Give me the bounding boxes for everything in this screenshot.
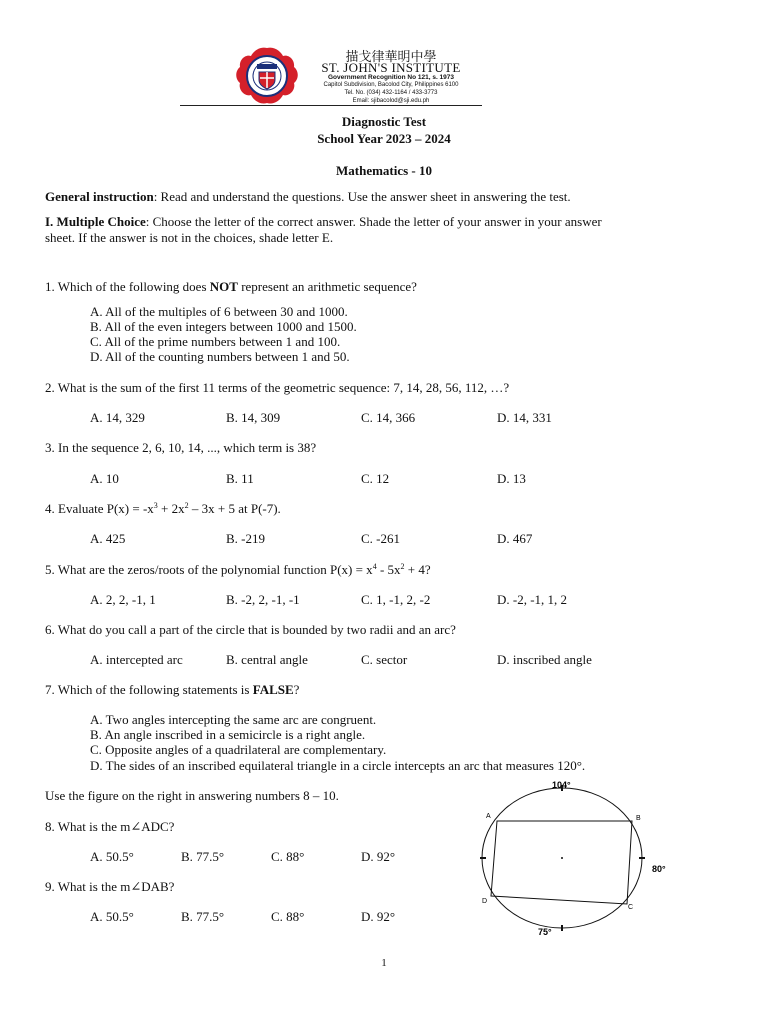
q2-choice-b: B. 14, 309 bbox=[226, 410, 281, 425]
q9-choice-d: D. 92° bbox=[361, 909, 396, 924]
q5-text-pre: 5. What are the zeros/roots of the polynomial function P(x) = x bbox=[45, 562, 373, 577]
q5-exponent-2: 2 bbox=[400, 562, 405, 571]
question-8: 8. What is the m∠ADC? bbox=[45, 819, 175, 834]
section1-instruction bbox=[45, 214, 602, 229]
q5-choice-a: A. 2, 2, -1, 1 bbox=[90, 592, 156, 607]
q1-text-post: represent an arithmetic sequence? bbox=[237, 279, 417, 294]
q1-choice-d: D. All of the counting numbers between 1 and 50. bbox=[90, 349, 350, 364]
q9-choice-c: C. 88° bbox=[271, 909, 305, 924]
vertex-label-b: B bbox=[636, 815, 641, 822]
q7-choice-d: D. The sides of an inscribed equilateral triangle in a circle intercepts an arc that measures 120°. bbox=[90, 758, 586, 773]
school-recognition: Government Recognition No 121, s. 1973 bbox=[327, 74, 455, 81]
vertex-label-a: A bbox=[486, 813, 491, 820]
q7-choice-a: A. Two angles intercepting the same arc are congruent. bbox=[90, 712, 377, 727]
school-tel: Tel. No. (034) 432-1164 / 433-3773 bbox=[344, 90, 438, 96]
q1-text-pre: 1. Which of the following does bbox=[45, 279, 210, 294]
q6-choice-b: B. central angle bbox=[226, 652, 308, 667]
question-9: 9. What is the m∠DAB? bbox=[45, 879, 175, 894]
q4-choice-d: D. 467 bbox=[497, 531, 533, 546]
q2-choice-c: C. 14, 366 bbox=[361, 410, 416, 425]
q4-text-post: – 3x + 5 at P(-7). bbox=[188, 501, 281, 516]
q5-choice-b: B. -2, 2, -1, -1 bbox=[226, 592, 300, 607]
arc-label-bottom: 75° bbox=[538, 927, 552, 937]
school-email: Email: sjibacolod@sji.edu.ph bbox=[352, 98, 430, 104]
page-number: 1 bbox=[381, 957, 387, 969]
quadrilateral-abcd bbox=[491, 821, 632, 904]
question-7 bbox=[45, 682, 299, 697]
q2-choice-d: D. 14, 331 bbox=[497, 410, 552, 425]
arc-label-right: 80° bbox=[652, 864, 666, 874]
q4-text-mid: + 2x bbox=[157, 501, 185, 516]
q7-text-post: ? bbox=[293, 682, 300, 697]
header-divider bbox=[180, 105, 482, 106]
q8-choice-c: C. 88° bbox=[271, 849, 305, 864]
q3-choice-d: D. 13 bbox=[497, 471, 526, 486]
q6-choice-c: C. sector bbox=[361, 652, 408, 667]
q8-choice-a: A. 50.5° bbox=[90, 849, 134, 864]
school-address: Capitol Subdivision, Bacolod City, Philippines 6100 bbox=[323, 82, 459, 88]
general-instruction-text: : Read and understand the questions. Use the answer sheet in answering the test. bbox=[153, 189, 571, 204]
q9-choice-a: A. 50.5° bbox=[90, 909, 134, 924]
question-4 bbox=[45, 501, 281, 516]
test-title: Diagnostic Test bbox=[341, 114, 427, 129]
q4-exponent-2: 2 bbox=[184, 501, 189, 510]
question-5 bbox=[45, 562, 431, 577]
question-1 bbox=[45, 279, 417, 294]
q9-choice-b: B. 77.5° bbox=[181, 909, 225, 924]
q7-text-bold: FALSE bbox=[252, 682, 294, 697]
arc-label-top: 104° bbox=[552, 780, 571, 790]
q4-choice-b: B. -219 bbox=[226, 531, 265, 546]
q7-choice-c: C. Opposite angles of a quadrilateral are complementary. bbox=[90, 742, 387, 757]
q4-exponent-1: 3 bbox=[153, 501, 158, 510]
q1-text-bold: NOT bbox=[209, 279, 238, 294]
q7-choice-b: B. An angle inscribed in a semicircle is a right angle. bbox=[90, 727, 366, 742]
vertex-label-d: D bbox=[482, 898, 488, 905]
q3-choice-a: A. 10 bbox=[90, 471, 119, 486]
q3-choice-c: C. 12 bbox=[361, 471, 390, 486]
q8-choice-b: B. 77.5° bbox=[181, 849, 225, 864]
q4-text-pre: 4. Evaluate P(x) = -x bbox=[45, 501, 154, 516]
q5-text-post: + 4? bbox=[404, 562, 431, 577]
question-2: 2. What is the sum of the first 11 terms of the geometric sequence: 7, 14, 28, 56, 112, …? bbox=[45, 380, 510, 395]
inscribed-quadrilateral-figure bbox=[476, 776, 686, 946]
q6-choice-a: A. intercepted arc bbox=[90, 652, 183, 667]
question-3: 3. In the sequence 2, 6, 10, 14, ..., which term is 38? bbox=[45, 440, 317, 455]
q1-choice-a: A. All of the multiples of 6 between 30 and 1000. bbox=[90, 304, 348, 319]
section1-text1: : Choose the letter of the correct answer. Shade the letter of your answer in your answer bbox=[145, 214, 602, 229]
general-instruction bbox=[45, 189, 571, 204]
q5-exponent-1: 4 bbox=[372, 562, 377, 571]
subject-title: Mathematics - 10 bbox=[335, 163, 433, 178]
section1-text2: sheet. If the answer is not in the choices, shade letter E. bbox=[45, 230, 334, 245]
question-6: 6. What do you call a part of the circle that is bounded by two radii and an arc? bbox=[45, 622, 456, 637]
q5-choice-c: C. 1, -1, 2, -2 bbox=[361, 592, 431, 607]
school-logo bbox=[222, 46, 312, 106]
q5-choice-d: D. -2, -1, 1, 2 bbox=[497, 592, 568, 607]
figure-instruction: Use the figure on the right in answering numbers 8 – 10. bbox=[45, 788, 339, 803]
q7-text-pre: 7. Which of the following statements is bbox=[45, 682, 253, 697]
general-instruction-label: General instruction bbox=[45, 189, 154, 204]
vertex-label-c: C bbox=[628, 904, 634, 911]
q8-choice-d: D. 92° bbox=[361, 849, 396, 864]
section1-label: I. Multiple Choice bbox=[45, 214, 146, 229]
q6-choice-d: D. inscribed angle bbox=[497, 652, 592, 667]
school-chinese-name: 描戈律華明中學 bbox=[345, 49, 437, 64]
q4-choice-c: C. -261 bbox=[361, 531, 400, 546]
q3-choice-b: B. 11 bbox=[226, 471, 254, 486]
q1-choice-c: C. All of the prime numbers between 1 and 100. bbox=[90, 334, 341, 349]
q5-text-mid: - 5x bbox=[376, 562, 401, 577]
school-name: ST. JOHN'S INSTITUTE bbox=[321, 60, 461, 75]
school-year: School Year 2023 – 2024 bbox=[317, 131, 451, 146]
q1-choice-b: B. All of the even integers between 1000 and 1500. bbox=[90, 319, 357, 334]
q2-choice-a: A. 14, 329 bbox=[90, 410, 145, 425]
circle-center bbox=[561, 857, 563, 859]
q4-choice-a: A. 425 bbox=[90, 531, 126, 546]
